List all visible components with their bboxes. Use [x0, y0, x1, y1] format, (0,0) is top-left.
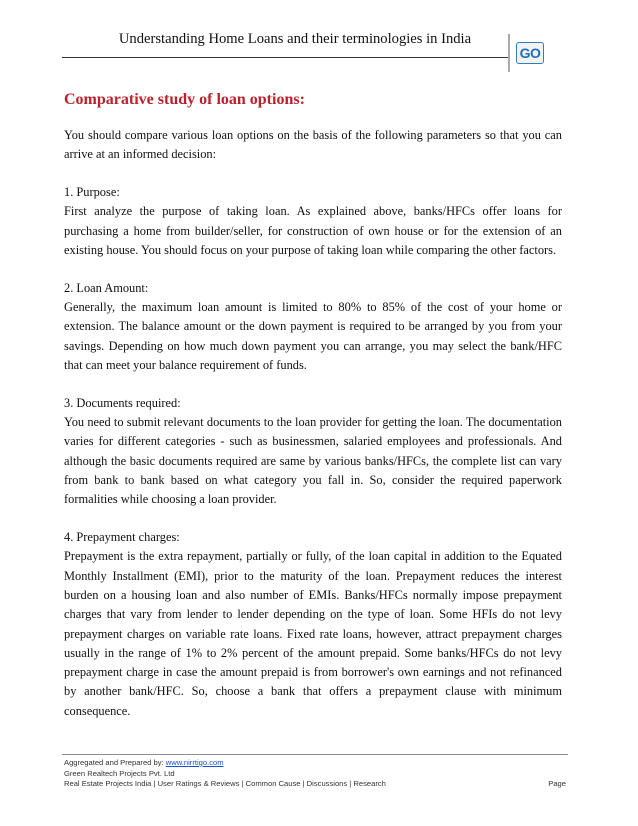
section-title: Comparative study of loan options:: [64, 91, 305, 108]
item-text-documents: You need to submit relevant documents to the loan provider for getting the loan. The documentation varies for different categories - such as businessmen, salaried employees and professionals. And although the basic documents required are same by various banks/HFCs, the complete list can vary from bank to bank based on what category you fall in. So, consider the required paperwork formalities while choosing a loan provider.: [64, 415, 562, 507]
intro-paragraph: You should compare various loan options on the basis of the following parameters so that you can arrive at an informed decision:: [64, 128, 562, 162]
footer-page-label: Page: [548, 779, 566, 788]
item-heading-loan-amount: 2. Loan Amount:: [64, 280, 149, 295]
item-text-loan-amount: Generally, the maximum loan amount is limited to 80% to 85% of the cost of your home or extension. The balance amount or the down payment is required to be arranged by you from your savings. Depending on how much down payment you can arrange, you may select the bank/HFC that can meet your balance requirement of funds.: [64, 300, 562, 372]
page-footer: [64, 758, 566, 790]
footer-company: Green Realtech Projects Pvt. Ltd: [64, 768, 175, 778]
header-title: Understanding Home Loans and their terminologies in India: [118, 31, 472, 47]
item-heading-documents: 3. Documents required:: [64, 395, 181, 410]
logo-text: GO: [519, 45, 541, 61]
footer-divider: [62, 754, 568, 755]
footer-tagline: Real Estate Projects India | User Ratings & Reviews | Common Cause | Discussions | Research: [64, 779, 386, 788]
brand-logo: [508, 34, 546, 72]
document-body: [64, 126, 562, 721]
item-text-prepayment: Prepayment is the extra repayment, partially or fully, of the loan capital in addition to the Equated Monthly Installment (EMI), prior to the maturity of the loan. Prepayment reduces the interest burden on a housing loan and also number of EMIs. Banks/HFCs normally impose prepayment charges that vary from lender to lender depending on the type of loan. Some HFIs do not levy prepayment charges on variable rate loans. Fixed rate loans, however, attract prepayment charges usually in the range of 1% to 2% percent of the amount prepaid. Some banks/HFCs do not levy prepayment charge in case the amount prepaid is from borrower's own earnings and not refinanced by another bank/HFC. So, choose a bank that offers a prepayment clause with minimum consequence.: [64, 549, 562, 718]
header-divider: [62, 57, 508, 58]
item-heading-purpose: 1. Purpose:: [64, 185, 120, 200]
item-text-purpose: First analyze the purpose of taking loan. As explained above, banks/HFCs offer loans for purchasing a home from builder/seller, for construction of own house or for the extension of an existing house. You should focus on your purpose of taking loan while comparing the other factors.: [64, 204, 562, 257]
footer-prepared-label: Aggregated and Prepared by:: [64, 758, 166, 767]
footer-prepared-by: [64, 758, 566, 769]
logo-badge: [516, 42, 544, 64]
item-heading-prepayment: 4. Prepayment charges:: [64, 530, 180, 545]
footer-website-link[interactable]: www.nirrtigo.com: [165, 758, 224, 767]
